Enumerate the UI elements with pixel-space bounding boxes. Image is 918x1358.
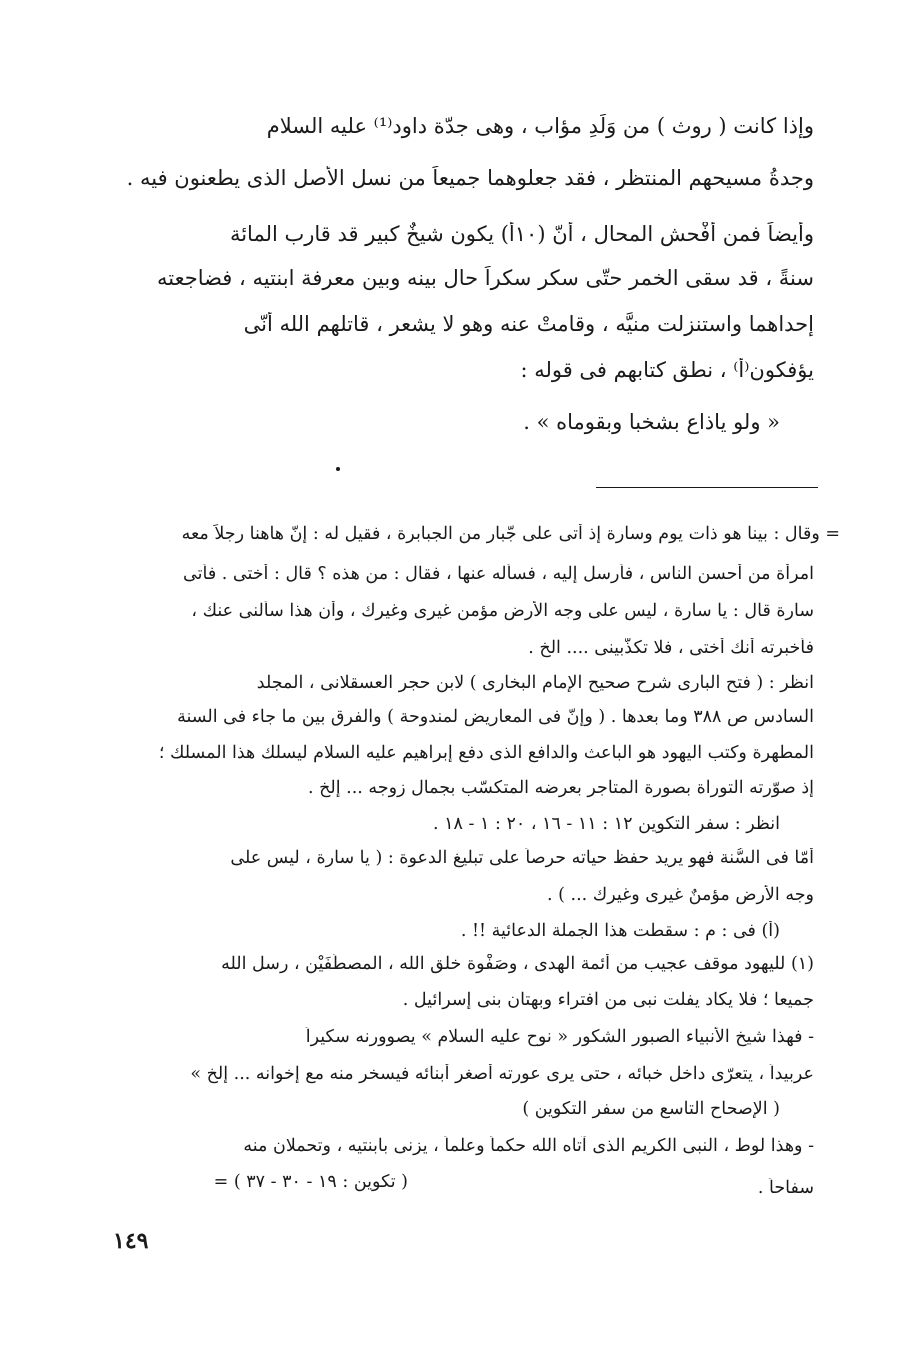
footnote-line-5: انظر : ( فتح البارى شرح صحيح الإمام البخارى ) لابن حجر العسقلانى ، المجلد xyxy=(256,673,814,693)
page-number: ١٤٩ xyxy=(113,1228,149,1254)
footnote-line-13: (١) لليهود موقف عجيب من أئمة الهدى ، وصَفْوة خلق الله ، المصطَفَيْن ، رسل الله xyxy=(221,954,814,974)
footnote-separator xyxy=(596,487,818,488)
footnote-line-4: فأخبرته أنك أختى ، فلا تكذّبينى .... الخ . xyxy=(528,638,814,658)
main-line-5: إحداهما واستنزلت منيَّه ، وقامتْ عنه وهو لا يشعر ، قاتلهم الله أنّى xyxy=(243,312,814,336)
footnote-line-7: المطهرة وكتب اليهود هو الباعث والدافع الذى دفع إبراهيم عليه السلام ليسلك هذا المسلك ؛ xyxy=(158,743,814,763)
footnote-line-3: سارة قال : يا سارة ، ليس على وجه الأرض مؤمن غيرى وغيرك ، وأن هذا سألنى عنك ، xyxy=(191,601,814,621)
footnote-line-17: ( الإصحاح التاسع من سفر التكوين ) xyxy=(522,1099,780,1119)
footnote-line-16: عربيداً ، يتعرّى داخل خبائه ، حتى يرى عورته أصغر أبنائه فيسخر منه مع إخوانه ... إلخ » xyxy=(190,1064,814,1084)
footnote-line-20-citation: ( تكوين : ١٩ - ٣٠ - ٣٧ ) = xyxy=(213,1172,408,1192)
footnote-line-11: وجه الأرض مؤمنٌ غيرى وغيرك ... ) . xyxy=(547,885,814,905)
main-line-7-quote: « ولو ياذاع بشخبا وبقوماه » . xyxy=(523,410,780,434)
main-line-2: وجدةُ مسيحهم المنتظر ، فقد جعلوهما جميعاً من نسل الأصل الذى يطعنون فيه . xyxy=(126,166,814,190)
footnote-line-19: سفاحاً . xyxy=(757,1178,814,1198)
footnote-line-2: امرأة من أحسن الناس ، فأرسل إليه ، فسأله عنها ، فقال : من هذه ؟ قال : أختى . فأتى xyxy=(183,564,814,584)
footnote-line-1: = وقال : بينا هو ذات يوم وسارة إذ أتى على جّبار من الجبابرة ، فقيل له : إنّ هاهنا رجلاً معه xyxy=(181,524,840,544)
footnote-line-14: جميعا ؛ فلا يكاد يفلت نبى من افتراء وبهتان بنى إسرائيل . xyxy=(402,990,814,1010)
footnote-line-18: - وهذا لوط ، النبى الكريم الذى آتاه الله حكماً وعلماً ، يزنى بابنتيه ، وتحملان منه xyxy=(243,1136,814,1156)
main-line-3: وأيضاً فمن أفْحش المحال ، أنّ (١٠أ) يكون شيخٌ كبير قد قارب المائة xyxy=(229,222,814,246)
main-line-1: وإذا كانت ( روث ) من وَلَدِ مؤاب ، وهى جدّة داود⁽¹⁾ عليه السلام xyxy=(266,114,814,138)
footnote-line-15: - فهذا شيخ الأنبياء الصبور الشكور « نوح عليه السلام » يصوورنه سكيراً xyxy=(305,1027,814,1047)
footnote-line-6: السادس ص ٣٨٨ وما بعدها . ( وإنّ فى المعاريض لمندوحة ) والفرق بين ما جاء فى السنة xyxy=(177,707,814,727)
main-line-6: يؤفكون⁽أ⁾ ، نطق كتابهم فى قوله : xyxy=(520,358,814,382)
footnote-line-8: إذ صوّرته التوراة بصورة المتاجر بعرضه المتكسّب بجمال زوجه ... إلخ . xyxy=(308,778,814,798)
main-line-4: سنةً ، قد سقى الخمر حتّى سكر سكراً حال بينه وبين معرفة ابنتيه ، فضاجعته xyxy=(156,266,814,290)
ink-speck xyxy=(336,467,340,471)
footnote-line-12: (أ) فى : م : سقطت هذا الجملة الدعائية !! . xyxy=(460,921,780,941)
footnote-line-9: انظر : سفر التكوين ١٢ : ١١ - ١٦ ، ٢٠ : ١ - ١٨ . xyxy=(433,814,780,834)
footnote-line-10: أمّا فى السُّنة فهو يريد حفظ حياته حرصاً على تبليغ الدعوة : ( يا سارة ، ليس على xyxy=(230,848,814,868)
